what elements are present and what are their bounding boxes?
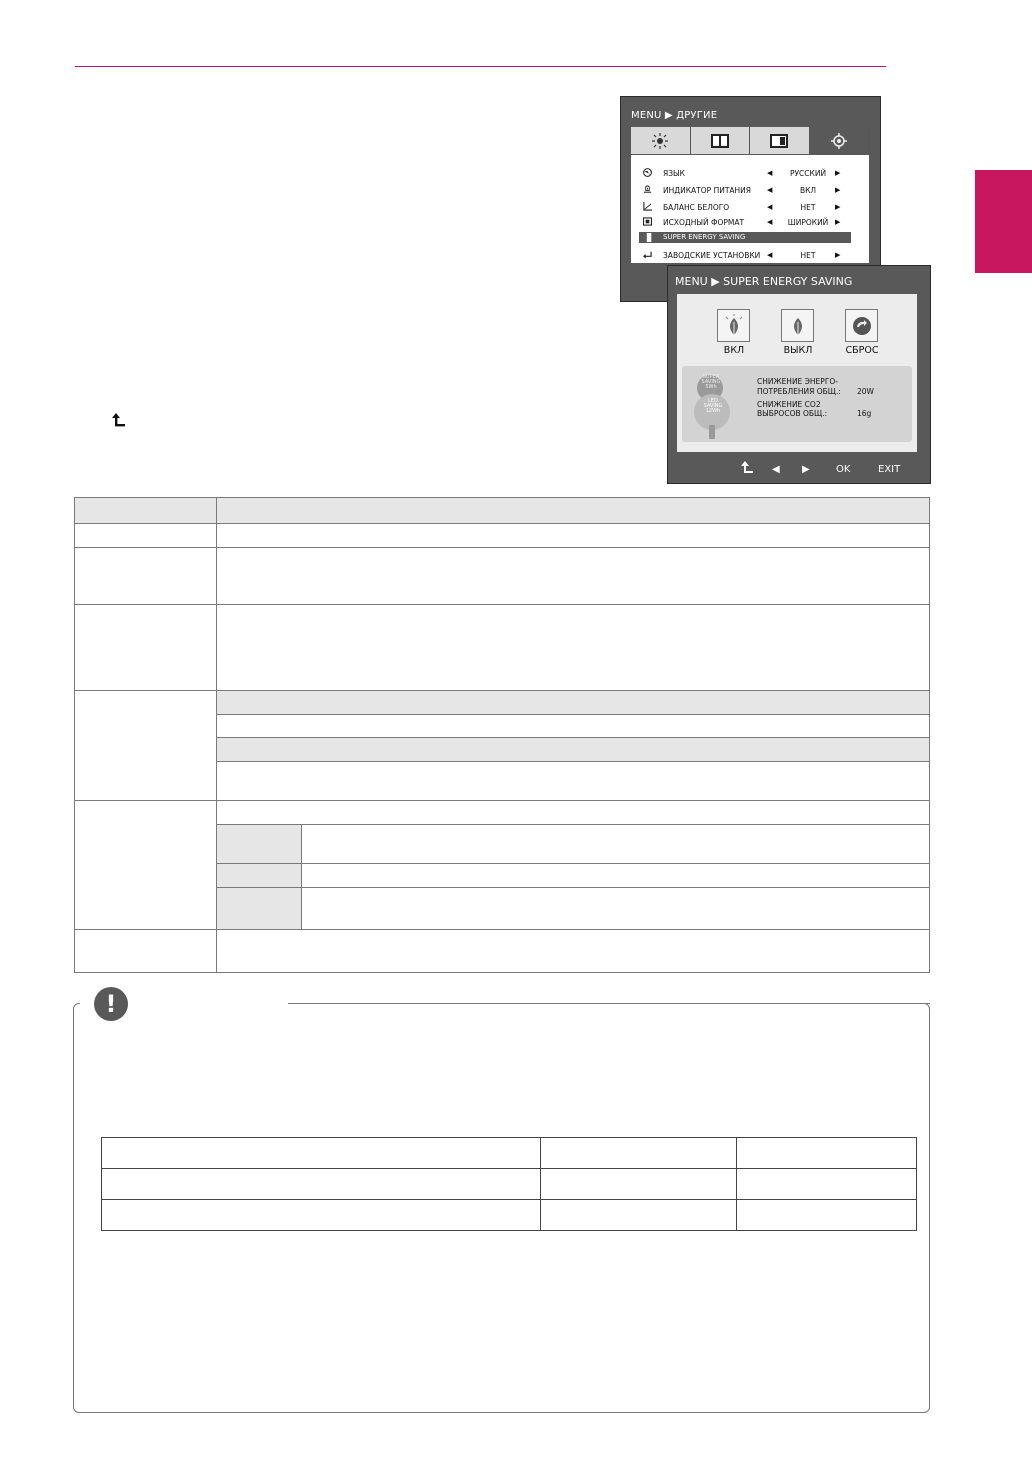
- settings-icon: [830, 132, 848, 150]
- settings-table: [74, 497, 930, 973]
- osd-tabs: [631, 127, 869, 154]
- row-label: ЯЗЫК: [663, 169, 685, 178]
- osd-row-aspect[interactable]: [631, 215, 869, 230]
- tab-color[interactable]: [750, 127, 810, 154]
- tab-brightness[interactable]: [631, 127, 691, 154]
- ok-button[interactable]: OK: [836, 463, 851, 475]
- table-row: [102, 1200, 917, 1231]
- savings-info: [682, 366, 912, 442]
- row-value: ШИРОКИЙ: [787, 218, 829, 227]
- back-icon[interactable]: [741, 461, 754, 475]
- osd-super-energy-saving: [667, 265, 931, 484]
- table-row: [75, 605, 930, 691]
- co2-label-line2: ВЫБРОСОВ ОБЩ.:: [757, 409, 828, 418]
- table-cell: [302, 864, 930, 888]
- table-row: [75, 801, 930, 825]
- arrow-right-icon[interactable]: ▶: [835, 186, 841, 194]
- arrow-right-icon[interactable]: ▶: [835, 218, 841, 226]
- arrow-left-icon[interactable]: ◀: [767, 186, 773, 194]
- aspect-ratio-icon: [643, 217, 652, 226]
- osd-row-white-balance[interactable]: [631, 200, 869, 215]
- table-cell: [541, 1169, 737, 1200]
- table-row: [75, 691, 930, 715]
- arrow-right-icon[interactable]: ▶: [835, 251, 841, 259]
- table-row: [75, 930, 930, 973]
- power-indicator-icon: [643, 185, 652, 194]
- nav-right-icon[interactable]: ▶: [802, 463, 810, 475]
- energy-reset-button[interactable]: [845, 309, 878, 342]
- row-label: ИНДИКАТОР ПИТАНИЯ: [663, 186, 751, 195]
- table-cell: [75, 524, 217, 548]
- table-cell: [217, 762, 930, 801]
- white-balance-icon: [643, 202, 652, 211]
- row-label: ИСХОДНЫЙ ФОРМАТ: [663, 218, 745, 227]
- energy-panel: [677, 294, 917, 452]
- energy-on-button[interactable]: [717, 309, 750, 342]
- table-cell: [75, 801, 217, 930]
- power-label-line2: ПОТРЕБЛЕНИЯ ОБЩ.:: [757, 387, 841, 396]
- table-subheader-cell: [217, 691, 930, 715]
- header-rule: [75, 66, 886, 67]
- arrow-right-icon[interactable]: ▶: [835, 203, 841, 211]
- table-subheader-cell: [217, 738, 930, 762]
- co2-value: 16g: [857, 409, 872, 418]
- table-cell: [75, 605, 217, 691]
- tab-picture[interactable]: [691, 127, 751, 154]
- table-cell: [75, 691, 217, 801]
- osd-nav-bar: [668, 455, 930, 483]
- tab-settings[interactable]: [810, 127, 870, 154]
- note-header-rule: [288, 1003, 930, 1004]
- table-cell: [217, 524, 930, 548]
- table-header-cell: [217, 498, 930, 524]
- badge-led-saving: LED SAVING 12Wh: [703, 398, 723, 414]
- table-cell: [102, 1138, 541, 1169]
- table-cell: [102, 1200, 541, 1231]
- row-value: РУССКИЙ: [789, 169, 827, 178]
- arrow-left-icon[interactable]: ◀: [767, 203, 773, 211]
- table-cell: [302, 888, 930, 930]
- power-label-line1: СНИЖЕНИЕ ЭНЕРГО-: [757, 377, 838, 386]
- badge-super-saving: SUPER SAVING 5Wh: [701, 374, 721, 390]
- co2-label-line1: СНИЖЕНИЕ CO2: [757, 400, 821, 409]
- leaf-on-icon: [722, 314, 746, 338]
- row-value: НЕТ: [800, 251, 816, 260]
- table-header-cell: [75, 498, 217, 524]
- osd-row-super-energy-saving[interactable]: [639, 232, 851, 243]
- table-cell: [217, 930, 930, 973]
- brightness-icon: [652, 133, 668, 149]
- arrow-left-icon[interactable]: ◀: [767, 218, 773, 226]
- exit-button[interactable]: EXIT: [878, 463, 901, 475]
- table-cell: [541, 1138, 737, 1169]
- picture-icon: [711, 134, 729, 148]
- table-option-cell: [217, 825, 302, 864]
- table-row: [75, 524, 930, 548]
- table-cell: [302, 825, 930, 864]
- table-header-row: [75, 498, 930, 524]
- row-value: ВКЛ: [799, 186, 817, 195]
- table-row: [102, 1138, 917, 1169]
- osd-title: MENU ▶ SUPER ENERGY SAVING: [675, 275, 853, 288]
- osd-row-language[interactable]: [631, 166, 869, 181]
- energy-off-button[interactable]: [781, 309, 814, 342]
- osd-row-factory-reset[interactable]: [631, 248, 869, 263]
- arrow-left-icon[interactable]: ◀: [767, 169, 773, 177]
- power-value: 20W: [857, 387, 874, 396]
- nav-left-icon[interactable]: ◀: [772, 463, 780, 475]
- back-arrow-icon: [112, 413, 126, 428]
- table-option-cell: [217, 864, 302, 888]
- color-icon: [770, 134, 788, 148]
- osd-settings-panel: [631, 155, 869, 263]
- leaf-off-icon: [786, 314, 810, 338]
- section-tab: [975, 170, 1032, 273]
- warning-icon: !: [94, 987, 128, 1021]
- table-option-cell: [217, 888, 302, 930]
- osd-row-power-indicator[interactable]: [631, 183, 869, 198]
- table-cell: [737, 1169, 917, 1200]
- reset-icon: [643, 250, 652, 259]
- energy-on-label: ВКЛ: [723, 345, 745, 356]
- table-cell: [217, 548, 930, 605]
- table-cell: [737, 1200, 917, 1231]
- table-cell: [102, 1169, 541, 1200]
- table-cell: [217, 715, 930, 738]
- row-label: БАЛАНС БЕЛОГО: [663, 203, 730, 212]
- globe-icon: [643, 168, 652, 177]
- arrow-right-icon[interactable]: ▶: [835, 169, 841, 177]
- table-cell: [541, 1200, 737, 1231]
- energy-icon: [645, 233, 654, 242]
- row-value: НЕТ: [800, 203, 816, 212]
- table-row: [75, 548, 930, 605]
- osd-title: MENU ▶ ДРУГИЕ: [631, 110, 718, 121]
- row-label: SUPER ENERGY SAVING: [663, 233, 746, 241]
- arrow-left-icon[interactable]: ◀: [767, 251, 773, 259]
- row-label: ЗАВОДСКИЕ УСТАНОВКИ: [663, 251, 761, 260]
- energy-reset-label: СБРОС: [845, 345, 879, 356]
- table-cell: [75, 548, 217, 605]
- reset-icon: [851, 315, 873, 337]
- note-table: [101, 1137, 917, 1231]
- table-cell: [737, 1138, 917, 1169]
- energy-off-label: ВЫКЛ: [783, 345, 813, 356]
- table-cell: [217, 605, 930, 691]
- table-cell: [217, 801, 930, 825]
- table-cell: [75, 930, 217, 973]
- table-row: [102, 1169, 917, 1200]
